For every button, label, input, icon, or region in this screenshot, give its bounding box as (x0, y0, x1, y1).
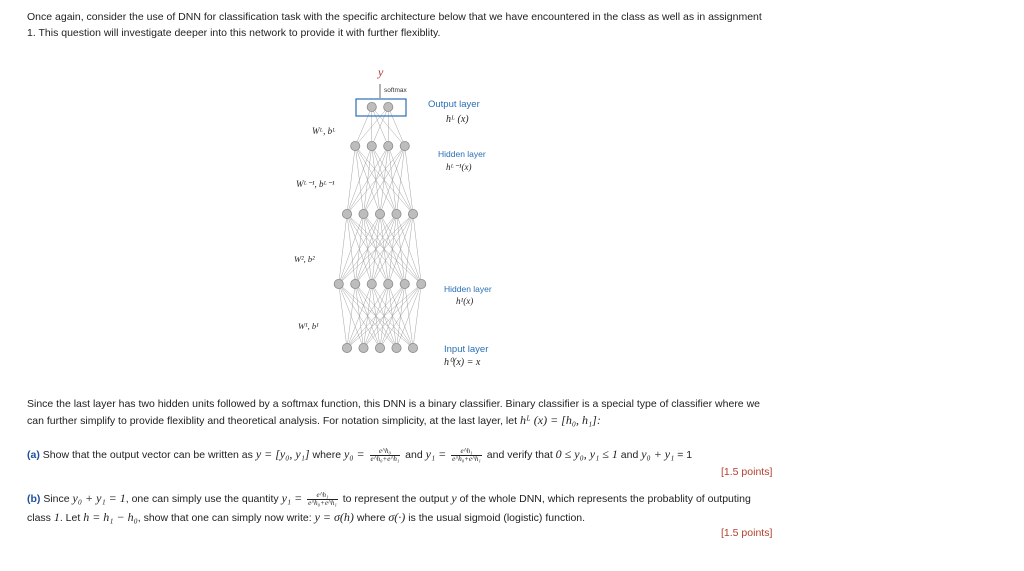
part-b (27, 490, 797, 526)
intro-line-1: Once again, consider the use of DNN for classification task with the specific architecture below that we have encountered in the class as well as in assignment (27, 11, 762, 23)
part-b-text-4: of the whole DNN, which represents the probablity of outputing (456, 493, 751, 505)
part-a-text-6: = 1 (674, 449, 693, 461)
network-node (400, 141, 409, 150)
part-b-math-3: y (451, 491, 457, 505)
network-edge (339, 284, 364, 348)
input-layer-math: h⁰(x) = x (444, 357, 481, 368)
hidden-top-math: hᴸ⁻¹(x) (446, 162, 472, 172)
network-node (359, 209, 368, 218)
network-edge (347, 214, 388, 284)
part-a-label: (a) (27, 449, 40, 461)
weight-label-L-minus-1: Wᴸ⁻¹, bᴸ⁻¹ (296, 179, 335, 189)
output-layer-title: Output layer (428, 99, 480, 110)
network-node (367, 141, 376, 150)
network-nodes (334, 102, 426, 352)
network-edges (339, 107, 422, 348)
network-node (392, 343, 401, 352)
dnn-diagram (280, 62, 520, 372)
part-b-text-2: , one can simply use the quantity (125, 493, 282, 505)
output-layer-box (356, 99, 406, 116)
network-edge (388, 107, 405, 146)
network-node (392, 209, 401, 218)
network-node (334, 279, 343, 288)
network-node (400, 279, 409, 288)
part-b-line-2-math-1: 1 (53, 510, 60, 524)
network-node (351, 141, 360, 150)
network-node (342, 343, 351, 352)
output-y-label: y (378, 65, 384, 79)
part-b-line-1 (27, 490, 797, 507)
network-node (367, 279, 376, 288)
intro-line-2: 1. This question will investigate deeper into this network to provide it with further flexiblity. (27, 27, 441, 39)
fraction-denominator: e^h₀+e^h₁ (308, 498, 337, 507)
network-edge (405, 146, 413, 214)
network-edge (388, 146, 413, 214)
part-b-label: (b) (27, 493, 41, 505)
network-edge (413, 284, 421, 348)
network-edge (364, 214, 422, 284)
fraction-numerator: e^h₁ (307, 492, 338, 500)
network-edge (355, 107, 372, 146)
part-b-math-2: y₁ = (281, 491, 303, 505)
network-edge (413, 214, 421, 284)
network-edge (380, 214, 421, 284)
part-b-line-2-math-4: σ(·) (388, 510, 406, 524)
part-a-text-2: where (309, 449, 345, 461)
hidden-bottom-title: Hidden layer (444, 284, 492, 294)
part-a-fraction-2 (451, 448, 482, 463)
part-a-math-2: y₀ = (344, 447, 365, 461)
network-node (342, 209, 351, 218)
part-a-fraction-1 (370, 448, 401, 463)
part-b-line-2-text-e: is the usual sigmoid (logistic) function. (405, 512, 586, 524)
weight-label-L: Wᴸ, bᴸ (312, 126, 336, 136)
intro-paragraph (27, 9, 787, 41)
fraction-numerator: e^h₀ (370, 448, 401, 456)
network-edge (339, 284, 347, 348)
part-b-fraction (307, 492, 338, 507)
network-node (351, 279, 360, 288)
part-a-math-1: y = [y₀, y₁] (255, 447, 310, 461)
weight-label-1: W¹, b¹ (298, 321, 319, 331)
part-a-text-4: and verify that (483, 449, 556, 461)
network-edge (355, 146, 380, 214)
network-node (417, 279, 426, 288)
part-b-math-1: y₀ + y₁ = 1 (72, 491, 126, 505)
network-edge (347, 214, 372, 284)
network-edge (347, 214, 355, 284)
network-node (359, 343, 368, 352)
part-a-text-1: Show that the output vector can be written as (39, 449, 256, 461)
part-b-line-2-text-a: class (27, 512, 54, 524)
part-a-text-5: and (617, 449, 642, 461)
network-node (384, 102, 393, 111)
part-a-text-3: and (402, 449, 426, 461)
part-a (27, 446, 797, 463)
network-edge (339, 284, 397, 348)
network-node (375, 209, 384, 218)
part-b-text-3: to represent the output (339, 493, 452, 505)
network-edge (355, 146, 413, 214)
part-a-math-5: y₀ + y₁ (641, 447, 675, 461)
body-line-2-text: can further simplify to provide flexiblity and theoretical analysis. For notation simplicity, at the last layer, let (27, 415, 520, 427)
softmax-label: softmax (384, 87, 407, 94)
part-a-math-4: 0 ≤ y₀, y₁ ≤ 1 (555, 447, 618, 461)
network-node (384, 279, 393, 288)
network-edge (347, 214, 405, 284)
weight-label-2: W², b² (294, 254, 315, 264)
body-line-1: Since the last layer has two hidden units followed by a softmax function, this DNN is a binary classifier. Binary classifier is a special type of classifier where we (27, 398, 760, 410)
input-layer-title: Input layer (444, 344, 489, 355)
part-b-line-2-text-d: where (353, 512, 389, 524)
fraction-denominator: e^h₀+e^h₁ (370, 454, 400, 463)
network-edge (339, 214, 347, 284)
network-edge (355, 146, 363, 214)
part-b-points: [1.5 points] (721, 527, 773, 539)
hidden-bottom-math: h¹(x) (456, 296, 474, 306)
network-node (367, 102, 376, 111)
part-b-line-2-math-3: y = σ(h) (314, 510, 354, 524)
network-edge (347, 146, 355, 214)
body-line-2-math: hᴸ (x) = [h₀, h₁]: (519, 413, 601, 427)
network-edge (372, 146, 413, 214)
network-edge (405, 284, 413, 348)
network-node (384, 141, 393, 150)
network-edge (339, 284, 380, 348)
network-edge (355, 284, 413, 348)
part-b-line-2 (27, 509, 797, 526)
fraction-numerator: e^h₁ (451, 448, 482, 456)
part-b-line-2-text-b: . Let (59, 512, 84, 524)
output-layer-math: hᴸ (x) (446, 114, 469, 125)
network-node (375, 343, 384, 352)
network-edge (388, 284, 413, 348)
network-edge (339, 284, 413, 348)
part-b-line-2-math-2: h = h₁ − h₀ (83, 510, 138, 524)
network-node (408, 343, 417, 352)
network-node (408, 209, 417, 218)
body-paragraph (27, 396, 787, 429)
part-a-points: [1.5 points] (721, 466, 773, 478)
part-b-line-2-text-c: , show that one can simply now write: (137, 512, 315, 524)
network-edge (347, 214, 421, 284)
part-a-math-3: y₁ = (425, 447, 447, 461)
body-line-2 (27, 412, 787, 429)
network-edge (372, 284, 413, 348)
network-edge (355, 146, 396, 214)
hidden-top-title: Hidden layer (438, 149, 486, 159)
network-edge (397, 214, 422, 284)
part-b-text-1: Since (40, 493, 73, 505)
fraction-denominator: e^h₀+e^h₁ (452, 454, 481, 463)
